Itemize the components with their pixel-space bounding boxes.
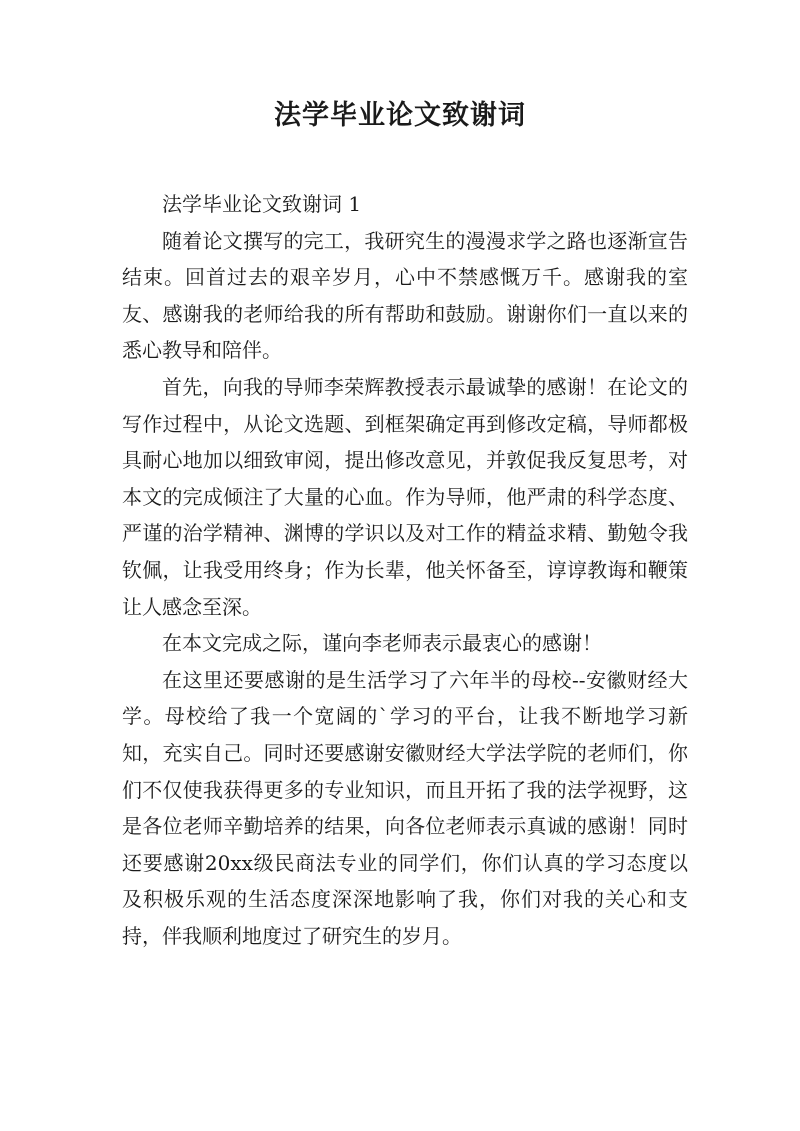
paragraph-thanks-li: 在本文完成之际，谨向李老师表示最衷心的感谢！: [162, 631, 602, 656]
paragraph-school: 在这里还要感谢的是生活学习了六年半的母校--安徽财经大学。母校给了我一个宽阔的`学习的平台，让我不断地学习新知，充实自己。同时还要感谢安徽财经大学法学院的老师们，你们不仅使我获得更多的专业知识，而且开拓了我的法学视野，这是各位老师辛勤培养的结果，向各位老师表示真诚的感谢！同时还要感谢20xx级民商法专业的同学们，你们认真的学习态度以及积极乐观的生活态度深深地影响了我，你们对我的关心和支持，伴我顺利地度过了研究生的岁月。: [122, 667, 688, 948]
document-body: [122, 186, 688, 954]
paragraph-intro: 随着论文撰写的完工，我研究生的漫漫求学之路也逐渐宣告结束。回首过去的艰辛岁月，心中不禁感慨万千。感谢我的室友、感谢我的老师给我的所有帮助和鼓励。谢谢你们一直以来的悉心教导和陪伴。: [122, 228, 688, 363]
section-heading: 法学毕业论文致谢词 1: [162, 192, 362, 216]
document-title: 法学毕业论文致谢词: [274, 100, 526, 131]
paragraph-advisor: 首先，向我的导师李荣辉教授表示最诚挚的感谢！在论文的写作过程中，从论文选题、到框架确定再到修改定稿，导师都极具耐心地加以细致审阅，提出修改意见，并敦促我反复思考，对本文的完成倾注了大量的心血。作为导师，他严肃的科学态度、严谨的治学精神、渊博的学识以及对工作的精益求精、勤勉令我钦佩，让我受用终身；作为长辈，他关怀备至，谆谆教诲和鞭策让人感念至深。: [122, 374, 688, 619]
